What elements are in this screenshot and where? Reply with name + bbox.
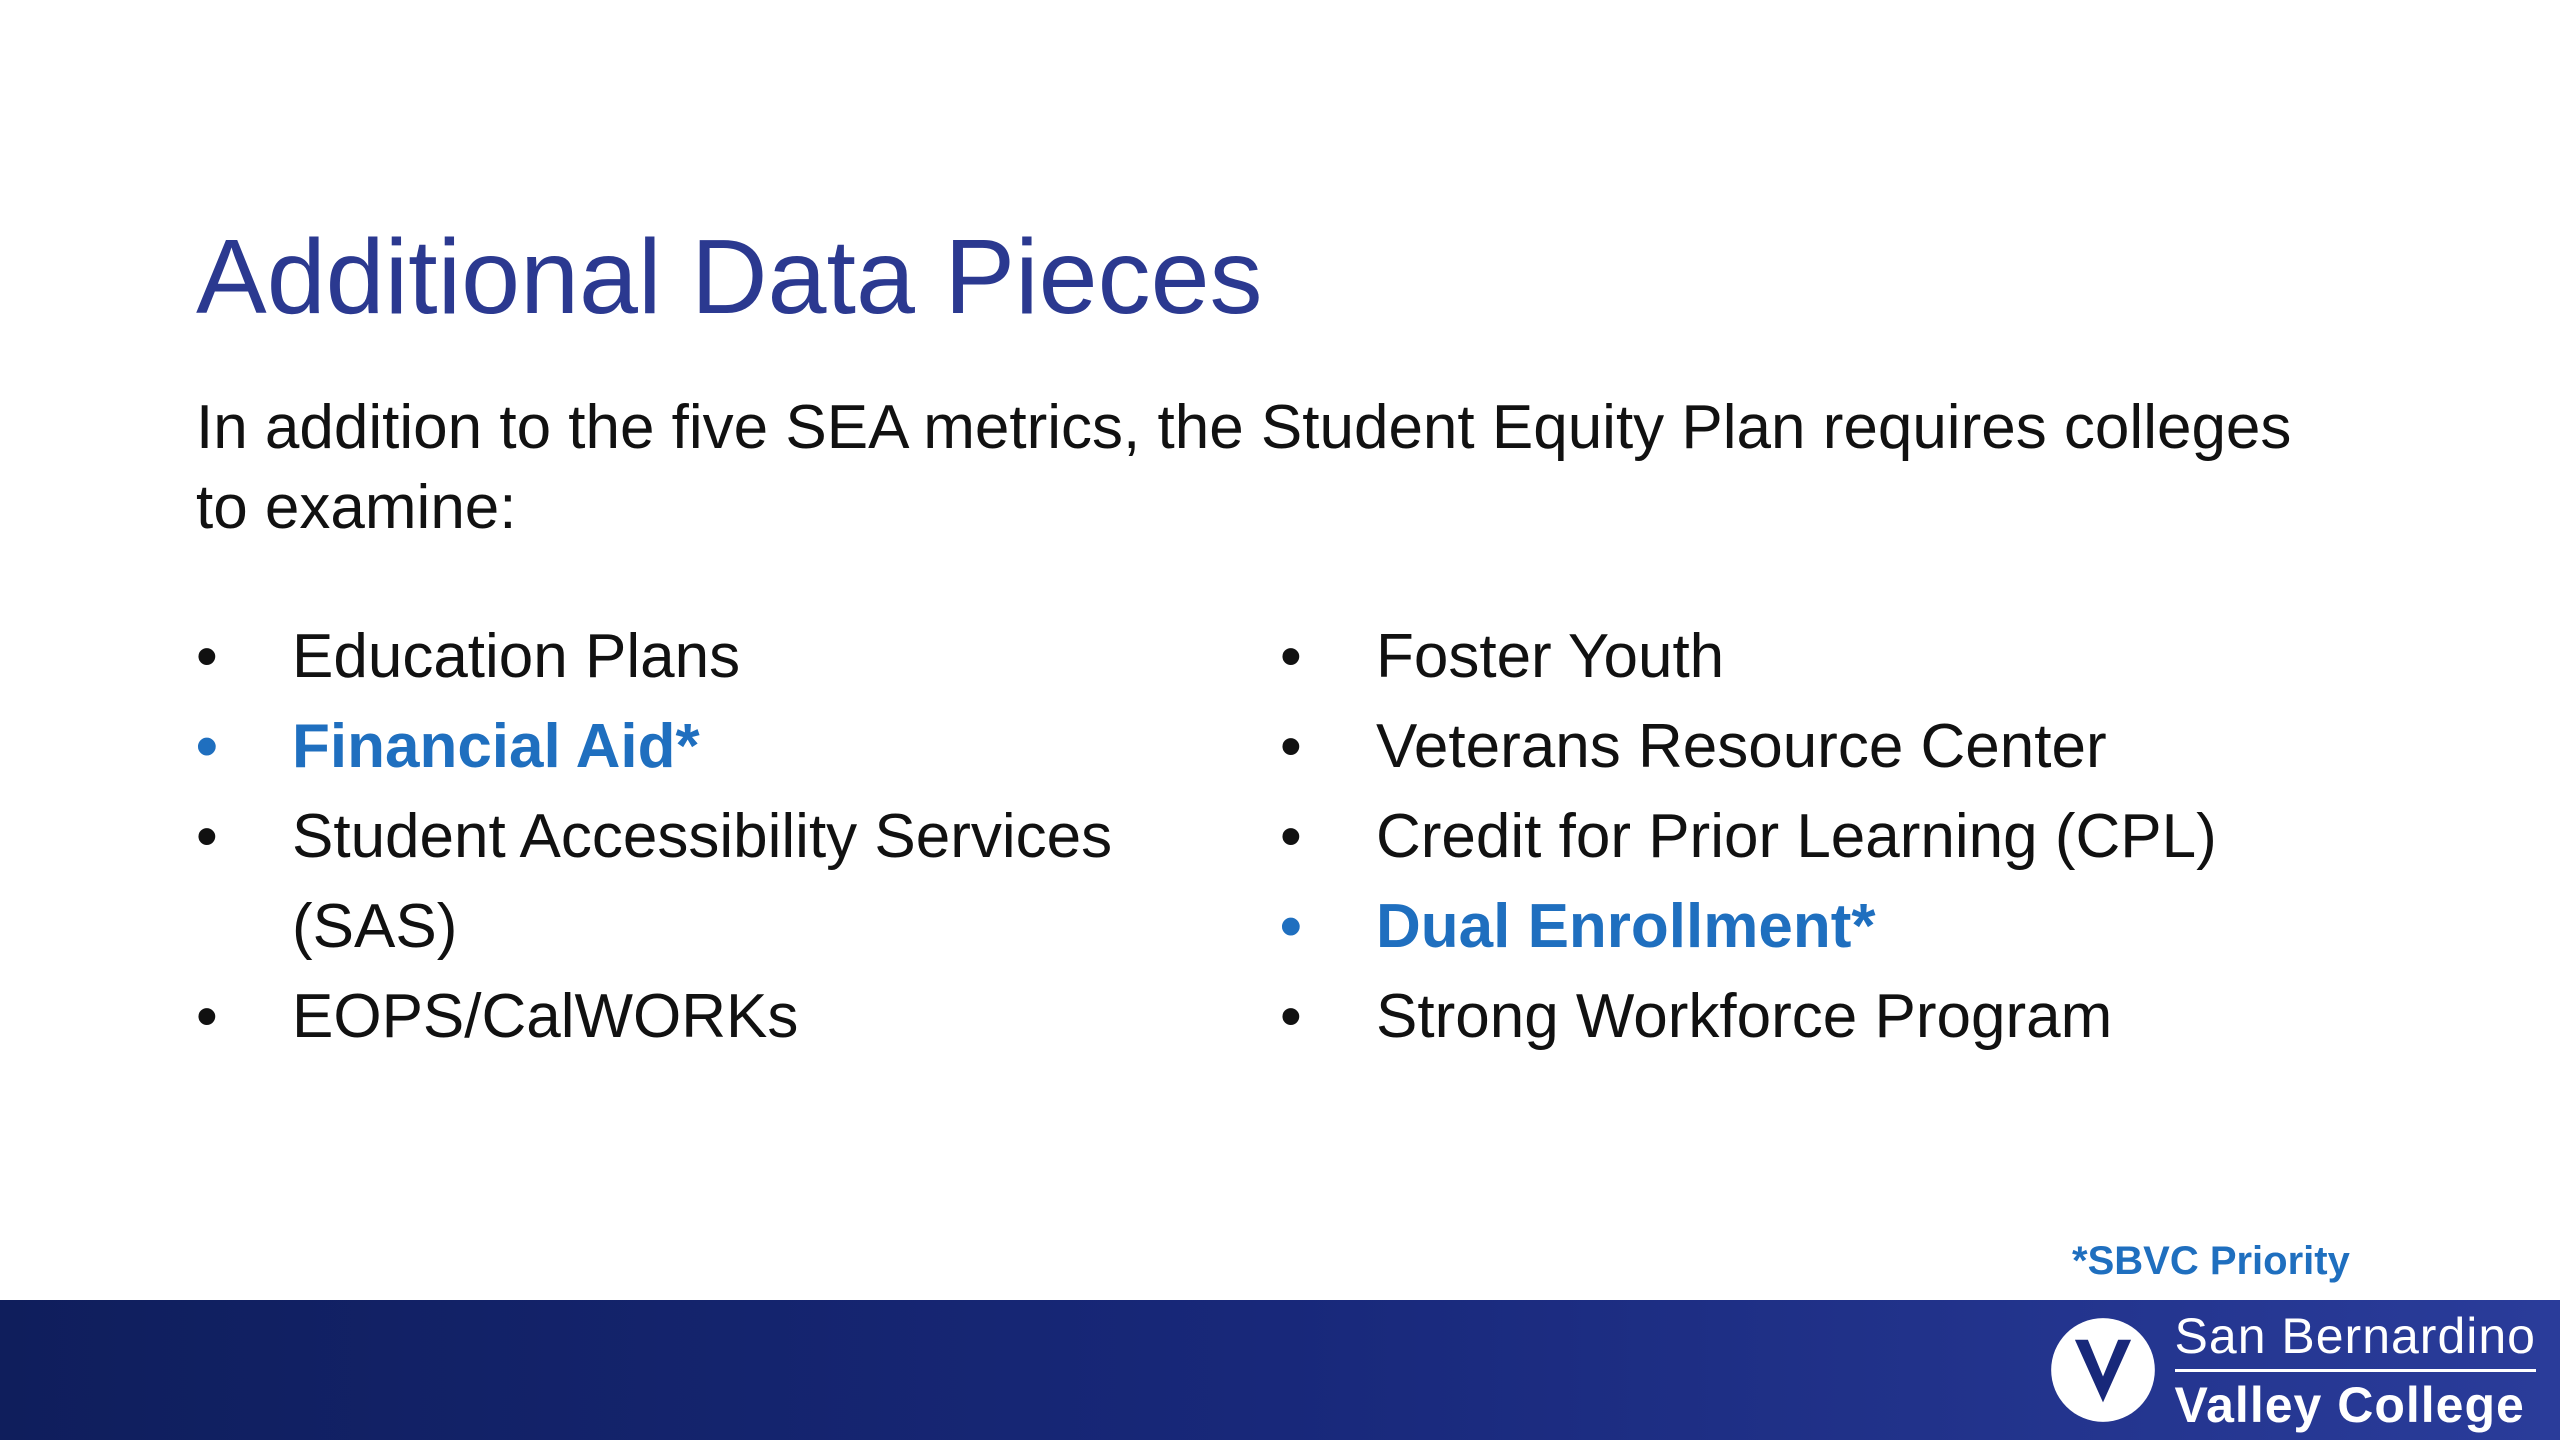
list-item-label: Credit for Prior Learning (CPL) bbox=[1376, 802, 2217, 871]
list-item bbox=[1280, 792, 2480, 882]
logo-line-2: Valley College bbox=[2174, 1376, 2525, 1433]
bullet-icon: • bbox=[196, 622, 218, 691]
list-item bbox=[1280, 702, 2480, 792]
list-item-label: Veterans Resource Center bbox=[1376, 712, 2107, 781]
list-item-label: EOPS/CalWORKs bbox=[292, 982, 799, 1051]
list-item bbox=[1280, 612, 2480, 702]
list-item bbox=[196, 972, 1196, 1062]
bullet-icon: • bbox=[1280, 892, 1302, 961]
priority-note: *SBVC Priority bbox=[2072, 1239, 2350, 1283]
footer-band bbox=[0, 1300, 2560, 1440]
logo-line-1: San Bernardino bbox=[2175, 1311, 2536, 1372]
list-item bbox=[196, 612, 1196, 702]
list-item-priority bbox=[1280, 882, 2480, 972]
list-item-priority bbox=[196, 702, 1196, 792]
bullet-list-right bbox=[1280, 612, 2480, 1062]
list-item-label: Education Plans bbox=[292, 622, 741, 691]
logo-wordmark bbox=[2174, 1307, 2536, 1433]
bullet-list-left bbox=[196, 612, 1196, 1062]
bullet-icon: • bbox=[1280, 712, 1302, 781]
slide-intro-text: In addition to the five SEA metrics, the Student Equity Plan requires colleges to examine: bbox=[196, 393, 2292, 542]
list-item-label: Foster Youth bbox=[1376, 622, 1725, 691]
list-item bbox=[196, 792, 1196, 972]
bullet-icon: • bbox=[1280, 982, 1302, 1051]
college-logo bbox=[2049, 1307, 2536, 1433]
bullet-icon: • bbox=[196, 982, 218, 1051]
list-item bbox=[1280, 972, 2480, 1062]
list-item-label: Dual Enrollment* bbox=[1376, 892, 1876, 961]
bullet-icon: • bbox=[196, 802, 218, 871]
sbvc-v-icon bbox=[2049, 1316, 2157, 1424]
list-item-label: Financial Aid* bbox=[292, 712, 700, 781]
bullet-icon: • bbox=[1280, 622, 1302, 691]
bullet-icon: • bbox=[196, 712, 218, 781]
slide-title: Additional Data Pieces bbox=[196, 218, 1263, 336]
list-item-label: Student Accessibility Services (SAS) bbox=[292, 802, 1113, 961]
list-item-label: Strong Workforce Program bbox=[1376, 982, 2113, 1051]
bullet-icon: • bbox=[1280, 802, 1302, 871]
